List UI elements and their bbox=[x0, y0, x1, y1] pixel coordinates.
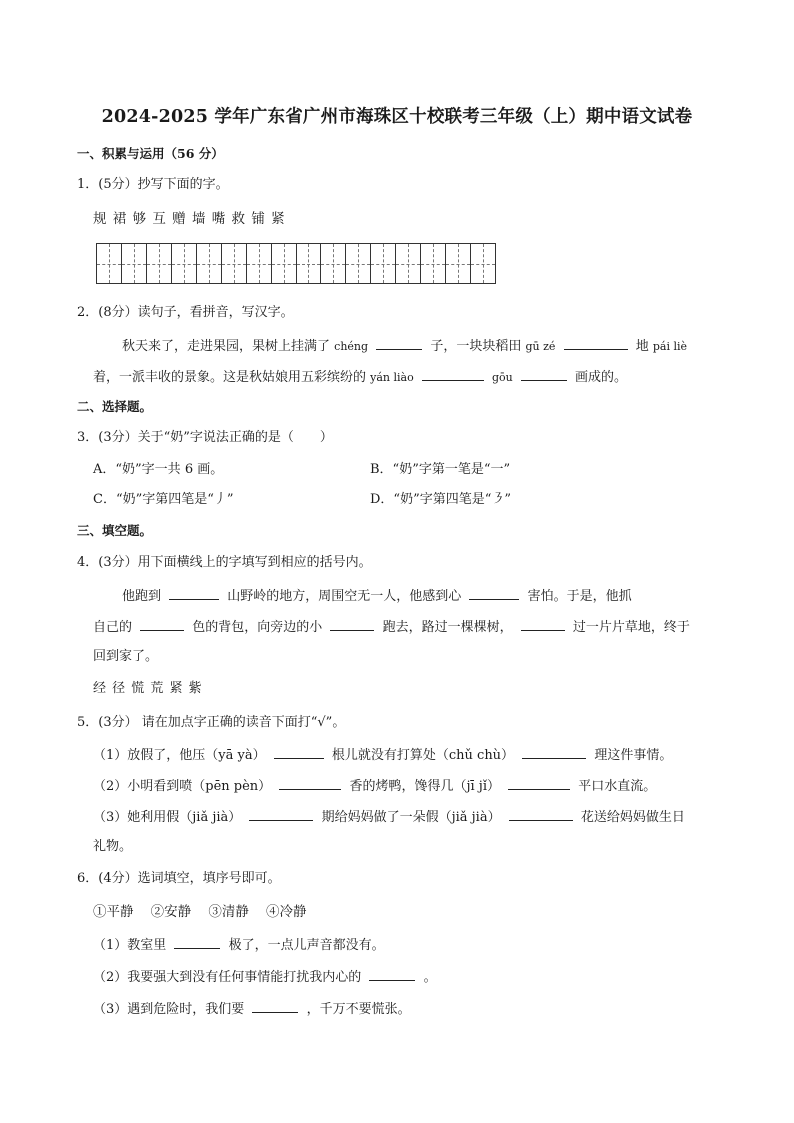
q6-row-2 bbox=[93, 968, 437, 986]
grid-cell[interactable] bbox=[272, 244, 297, 283]
answer-blank[interactable] bbox=[376, 337, 422, 350]
q2-text: 子，一块块稻田 bbox=[430, 339, 522, 354]
q2-text: 秋天来了，走进果园，果树上挂满了 bbox=[122, 339, 331, 354]
grid-cell[interactable] bbox=[421, 244, 446, 283]
q5-text: 花送给妈妈做生日 bbox=[580, 810, 685, 825]
q4-stem: 4．(3分）用下面横线上的字填写到相应的括号内。 bbox=[77, 555, 372, 570]
q4-line-2 bbox=[93, 618, 690, 636]
q4-text: 跑去，路过一棵棵树， bbox=[382, 620, 513, 635]
q6-text: 极了，一点儿声音都没有。 bbox=[228, 938, 385, 953]
q4-text: 害怕。于是，他抓 bbox=[527, 589, 632, 604]
q5-row-2 bbox=[93, 777, 656, 795]
q6-option: ④冷静 bbox=[266, 904, 307, 920]
grid-cell[interactable] bbox=[396, 244, 421, 283]
q6-row-3 bbox=[93, 1000, 411, 1018]
q6-options bbox=[93, 904, 307, 920]
q6-text: 。 bbox=[423, 970, 437, 985]
q2-line-2 bbox=[93, 368, 627, 386]
grid-cell[interactable] bbox=[247, 244, 272, 283]
grid-cell[interactable] bbox=[97, 244, 122, 283]
answer-blank[interactable] bbox=[521, 618, 565, 631]
q5-row-1 bbox=[93, 746, 672, 764]
q4-text: 自己的 bbox=[93, 620, 133, 635]
grid-cell[interactable] bbox=[147, 244, 172, 283]
q5-text: 根儿就没有打算处（chǔ chù） bbox=[331, 748, 515, 763]
answer-blank[interactable] bbox=[274, 746, 324, 759]
q2-text: 着，一派丰收的景象。这是秋姑娘用五彩缤纷的 bbox=[93, 370, 367, 385]
grid-cell[interactable] bbox=[222, 244, 247, 283]
q5-stem: 5．(3分） 请在加点字正确的读音下面打“√”。 bbox=[77, 715, 346, 730]
q4-word-bank: 经 径 慌 荒 紧 紫 bbox=[93, 681, 203, 696]
pinyin-hint: chéng bbox=[334, 340, 369, 353]
q4-text: 山野岭的地方，周围空无一人，他感到心 bbox=[227, 589, 462, 604]
pinyin-hint: pái liè bbox=[652, 340, 688, 353]
q4-line-1 bbox=[122, 587, 632, 605]
q6-option: ②安静 bbox=[150, 904, 192, 920]
q2-line-1 bbox=[122, 337, 687, 355]
q3-option-a[interactable]: A．“奶”字一共 6 画。 bbox=[93, 462, 224, 477]
q2-text: 地 bbox=[635, 339, 649, 354]
answer-blank[interactable] bbox=[252, 1000, 298, 1013]
q4-text: 色的背包，向旁边的小 bbox=[192, 620, 323, 635]
answer-blank[interactable] bbox=[330, 618, 374, 631]
q6-text: （3）遇到危险时，我们要 bbox=[93, 1002, 245, 1017]
q3-stem: 3．(3分）关于“奶”字说法正确的是（ ） bbox=[77, 430, 333, 445]
page-title: 2024-2025 学年广东省广州市海珠区十校联考三年级（上）期中语文试卷 bbox=[101, 107, 693, 127]
pinyin-hint: gū zé bbox=[525, 340, 556, 353]
answer-blank[interactable] bbox=[422, 368, 484, 381]
q5-text: （3）她利用假（jiǎ jià） bbox=[93, 810, 242, 825]
q2-stem: 2．(8分）读句子，看拼音，写汉字。 bbox=[77, 305, 294, 320]
grid-cell[interactable] bbox=[446, 244, 471, 283]
q4-line-3: 回到家了。 bbox=[93, 649, 159, 664]
grid-cell[interactable] bbox=[346, 244, 371, 283]
q3-option-b[interactable]: B．“奶”字第一笔是“一” bbox=[370, 462, 511, 477]
q5-text: 期给妈妈做了一朵假（jiǎ jià） bbox=[321, 810, 501, 825]
q5-text: （2）小明看到喷（pēn pèn） bbox=[93, 779, 272, 794]
q2-text: 画成的。 bbox=[575, 370, 628, 385]
q6-row-1 bbox=[93, 936, 385, 954]
q6-text: （2）我要强大到没有任何事情能打扰我内心的 bbox=[93, 970, 362, 985]
q4-text: 他跑到 bbox=[122, 589, 162, 604]
grid-cell[interactable] bbox=[172, 244, 197, 283]
answer-blank[interactable] bbox=[140, 618, 184, 631]
q1-characters: 规 裙 够 互 赠 墙 嘴 救 铺 紧 bbox=[93, 211, 286, 227]
q6-option: ①平静 bbox=[93, 904, 134, 920]
grid-cell[interactable] bbox=[321, 244, 346, 283]
answer-blank[interactable] bbox=[249, 808, 313, 821]
q5-row-3 bbox=[93, 808, 685, 826]
q6-text: ，千万不要慌张。 bbox=[306, 1002, 411, 1017]
q3-option-c[interactable]: C．“奶”字第四笔是“丿” bbox=[93, 492, 234, 507]
section-heading-1: 一、积累与运用（56 分） bbox=[77, 146, 224, 161]
answer-blank[interactable] bbox=[522, 746, 586, 759]
section-heading-2: 二、选择题。 bbox=[77, 399, 153, 414]
answer-blank[interactable] bbox=[509, 808, 573, 821]
q6-option: ③清静 bbox=[208, 904, 249, 920]
answer-blank[interactable] bbox=[469, 587, 519, 600]
section-heading-3: 三、填空题。 bbox=[77, 523, 153, 538]
writing-grid[interactable] bbox=[96, 243, 496, 284]
answer-blank[interactable] bbox=[174, 936, 220, 949]
q5-text: 平口水直流。 bbox=[578, 779, 657, 794]
q5-text: 理这件事情。 bbox=[594, 748, 673, 763]
q3-option-d[interactable]: D．“奶”字第四笔是“㇋” bbox=[370, 492, 512, 507]
answer-blank[interactable] bbox=[508, 777, 570, 790]
answer-blank[interactable] bbox=[564, 337, 628, 350]
q5-row-4: 礼物。 bbox=[93, 839, 133, 854]
answer-blank[interactable] bbox=[279, 777, 341, 790]
answer-blank[interactable] bbox=[521, 368, 567, 381]
q5-text: 香的烤鸭，馋得几（jī jǐ） bbox=[349, 779, 500, 794]
pinyin-hint: yán liào bbox=[370, 371, 414, 384]
grid-cell[interactable] bbox=[297, 244, 322, 283]
q5-text: （1）放假了，他压（yā yà） bbox=[93, 748, 266, 763]
pinyin-hint: gōu bbox=[492, 371, 513, 384]
grid-cell[interactable] bbox=[371, 244, 396, 283]
q6-text: （1）教室里 bbox=[93, 938, 167, 953]
grid-cell[interactable] bbox=[122, 244, 147, 283]
q1-stem: 1．(5分）抄写下面的字。 bbox=[77, 177, 229, 192]
q6-stem: 6．(4分）选词填空，填序号即可。 bbox=[77, 871, 281, 886]
grid-cell[interactable] bbox=[197, 244, 222, 283]
q4-text: 过一片片草地，终于 bbox=[572, 620, 690, 635]
answer-blank[interactable] bbox=[169, 587, 219, 600]
answer-blank[interactable] bbox=[369, 968, 415, 981]
grid-cell[interactable] bbox=[471, 244, 495, 283]
